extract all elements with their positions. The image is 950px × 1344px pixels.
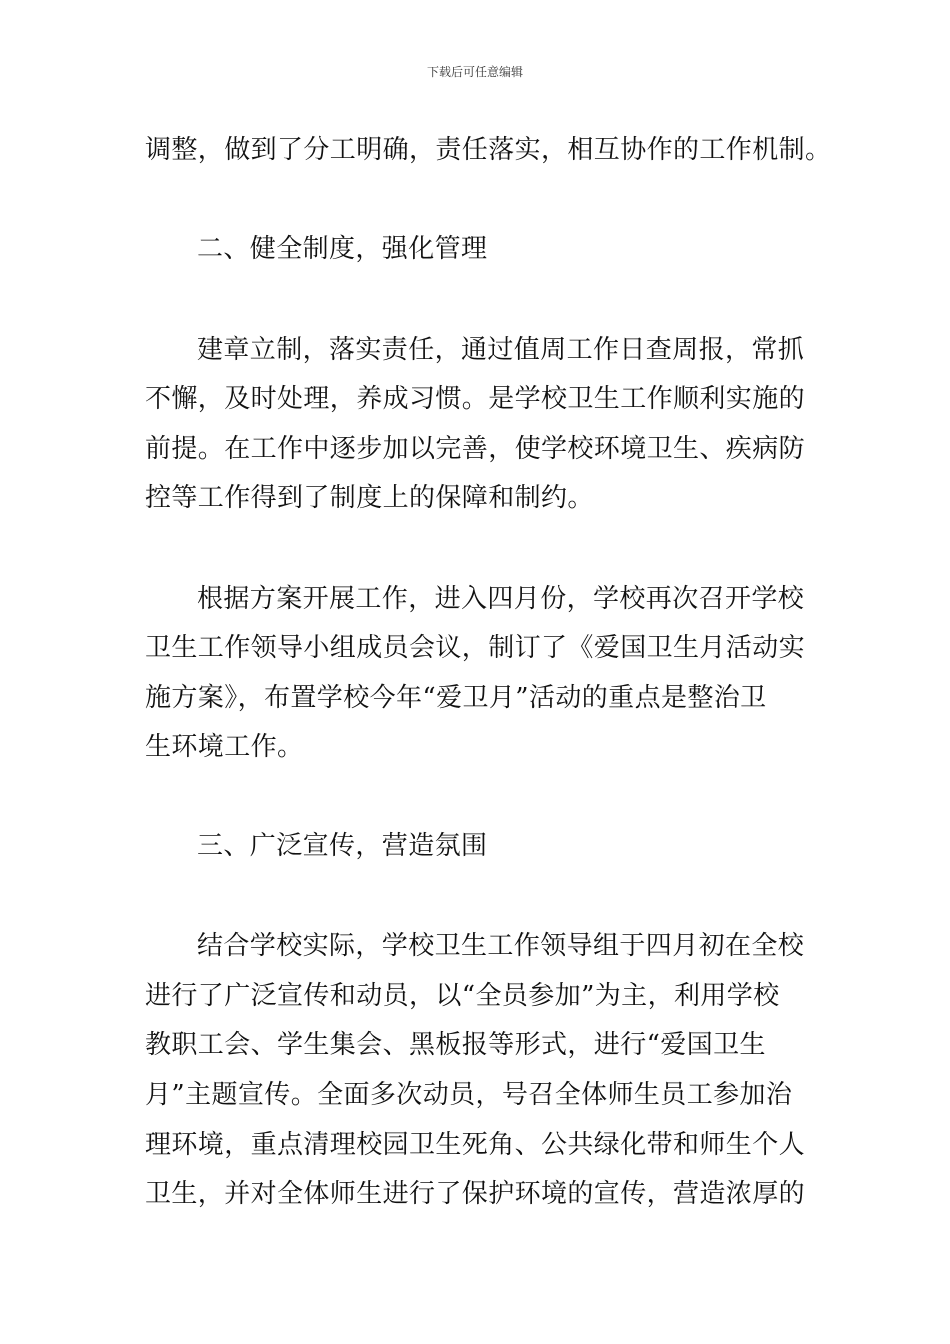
paragraph-line: 调整，做到了分工明确，责任落实，相互协作的工作机制。: [145, 135, 832, 165]
paragraph-line: 建章立制，落实责任，通过值周工作日查周报，常抓: [197, 335, 805, 365]
paragraph-line: 生环境工作。: [145, 732, 304, 762]
paragraph-line: 前提。在工作中逐步加以完善，使学校环境卫生、疾病防: [145, 434, 806, 464]
paragraph-line: 施方案》，布置学校今年“爱卫月”活动的重点是整治卫: [145, 683, 767, 713]
paragraph-line: 理环境，重点清理校园卫生死角、公共绿化带和师生个人: [145, 1130, 806, 1160]
paragraph-line: 卫生，并对全体师生进行了保护环境的宣传，营造浓厚的: [145, 1179, 806, 1209]
paragraph-line: 根据方案开展工作，进入四月份，学校再次召开学校: [197, 584, 805, 614]
paragraph-line: 卫生工作领导小组成员会议，制订了《爱国卫生月活动实: [145, 633, 806, 663]
paragraph-line: 控等工作得到了制度上的保障和制约。: [145, 483, 594, 513]
paragraph-line: 月”主题宣传。全面多次动员，号召全体师生员工参加治: [145, 1080, 793, 1110]
paragraph-line: 结合学校实际，学校卫生工作领导组于四月初在全校: [197, 931, 805, 961]
page-header: 下载后可任意编辑: [426, 65, 523, 79]
paragraph-line: 不懈，及时处理，养成习惯。是学校卫生工作顺利实施的: [145, 384, 806, 414]
paragraph-line: 教职工会、学生集会、黑板报等形式，进行“爱国卫生: [145, 1030, 766, 1060]
section-heading: 三、广泛宣传，营造氛围: [197, 831, 488, 861]
paragraph-line: 进行了广泛宣传和动员，以“全员参加”为主，利用学校: [145, 981, 780, 1011]
section-heading: 二、健全制度，强化管理: [197, 234, 488, 264]
